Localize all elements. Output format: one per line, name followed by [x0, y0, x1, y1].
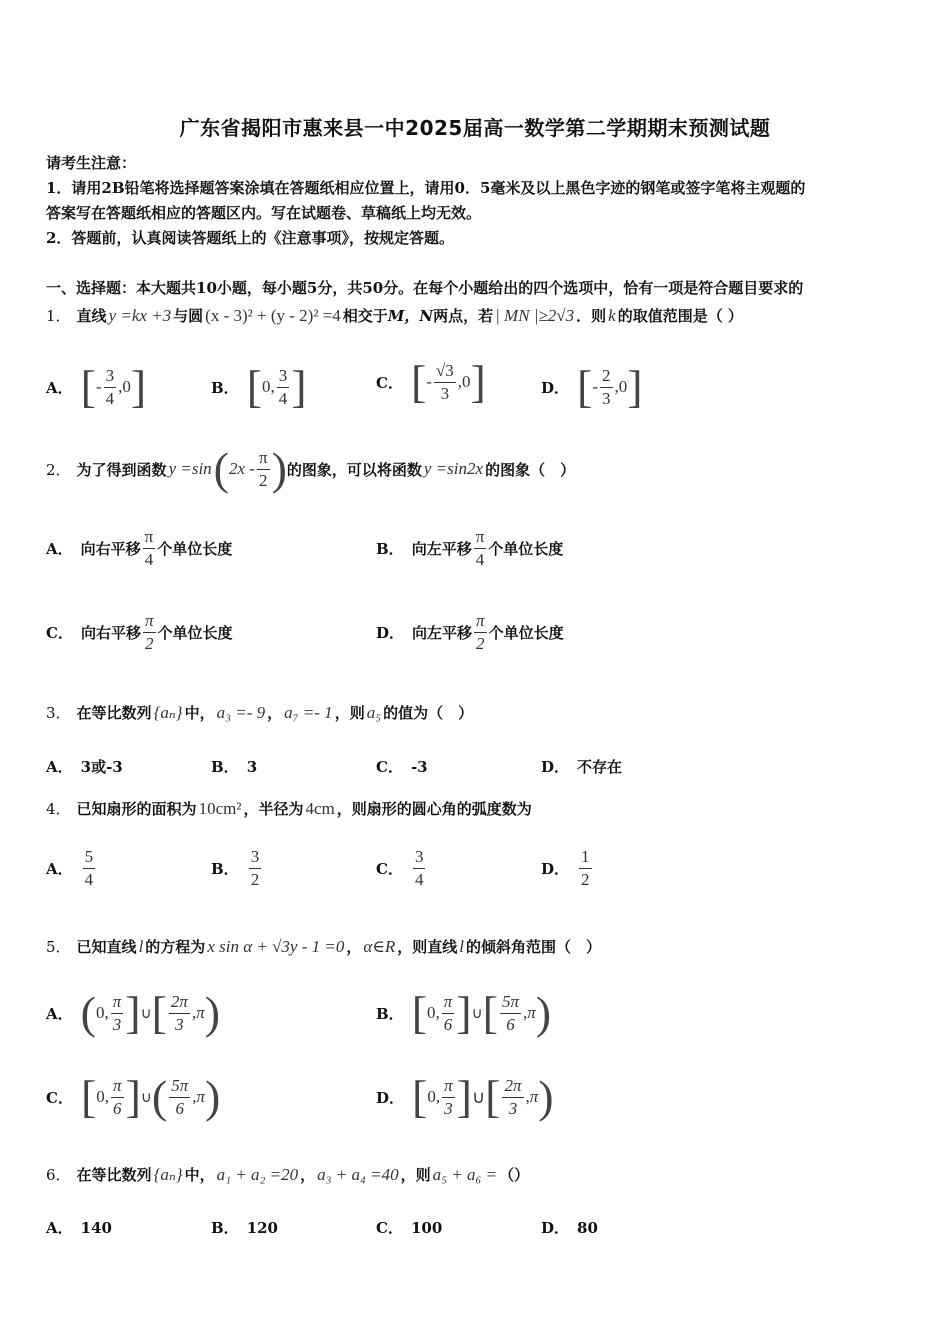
option-label: D．: [541, 859, 570, 878]
fraction: [83, 848, 96, 889]
interval: [80, 361, 147, 412]
option-text: 个单位长度: [157, 539, 233, 558]
math-expression: 2x -: [229, 459, 255, 478]
paren-expression: ( 2x - $\frac{\pi}{2}$ ): [213, 443, 287, 494]
denominator: 3: [112, 1014, 122, 1034]
interval-head: 0,: [262, 377, 275, 396]
numerator: π: [444, 1075, 453, 1095]
q6-option-a[interactable]: [46, 1217, 112, 1238]
interval-union: [80, 1071, 221, 1122]
question-text: （）: [499, 1166, 530, 1184]
numerator: π: [112, 991, 122, 1011]
bracket-right: ]: [125, 1071, 141, 1122]
bracket-right: ): [205, 1071, 221, 1122]
numerator: π: [144, 611, 154, 630]
bracket-left: [: [80, 1071, 97, 1122]
option-text: 不存在: [577, 758, 623, 776]
denominator: 4: [278, 388, 288, 408]
option-label: A．: [46, 1219, 73, 1237]
option-label: C．: [376, 373, 403, 392]
option-label: B．: [211, 378, 239, 397]
fraction: [257, 449, 270, 490]
numerator: 2π: [170, 991, 188, 1011]
question-text: 的倾斜角范围（ ）: [466, 938, 602, 956]
question-1: [46, 305, 743, 326]
bracket-right: ]: [456, 1071, 472, 1122]
question-text: ，: [267, 704, 283, 722]
q6-option-b[interactable]: [211, 1217, 278, 1238]
numerator: 5: [84, 847, 94, 866]
fraction: [277, 367, 290, 408]
numerator: √3: [435, 360, 454, 380]
question-text: 已知扇形的面积为: [76, 800, 197, 818]
option-label: B．: [211, 859, 239, 878]
numerator: π: [475, 527, 485, 546]
numerator: 2: [602, 365, 611, 385]
sign: -: [592, 377, 599, 396]
bracket-right: ): [535, 987, 552, 1038]
question-text: 在等比数列: [76, 1166, 152, 1184]
option-text: 80: [577, 1218, 598, 1237]
question-text: 的图象（ ）: [485, 460, 576, 479]
page-title: 广东省揭阳市惠来县一中2025届高一数学第二学期期末预测试题: [179, 116, 771, 140]
denominator: 6: [443, 1014, 453, 1034]
q2-option-a[interactable]: [46, 528, 232, 569]
denominator: 4: [105, 388, 115, 408]
question-number: 1．: [46, 307, 71, 325]
denominator: 6: [113, 1098, 122, 1118]
interval-head: 0,: [427, 1003, 440, 1022]
q3-option-c[interactable]: [376, 756, 428, 777]
interval: [246, 361, 307, 412]
question-3: [46, 702, 473, 723]
denominator: 2: [476, 633, 485, 653]
numerator: π: [113, 1075, 122, 1095]
math-expression: a₃ =- 9: [216, 702, 266, 722]
question-number: 5．: [46, 938, 71, 956]
denominator: 2: [259, 470, 268, 490]
question-text: 的图象，可以将函数: [286, 460, 422, 479]
fraction: [442, 993, 455, 1034]
option-label: C．: [46, 623, 73, 642]
numerator: 3: [278, 365, 288, 385]
denominator: 6: [175, 1098, 184, 1118]
option-text: 100: [410, 1218, 443, 1237]
question-number: 2．: [46, 460, 71, 479]
numerator: 3: [105, 365, 115, 385]
question-text: ，则扇形的圆心角的弧度数为: [336, 800, 532, 818]
question-text: ，半径为: [243, 800, 304, 818]
option-label: D．: [376, 1088, 405, 1107]
question-text: 相交于: [342, 307, 388, 325]
math-expression: a₁ + a₂ =20: [216, 1164, 299, 1184]
bracket-right: ]: [470, 356, 486, 407]
numerator: 5π: [501, 991, 519, 1011]
numerator: π: [443, 991, 453, 1011]
numerator: 3: [414, 847, 424, 866]
math-expression: a₅: [366, 702, 382, 722]
numerator: π: [258, 447, 268, 467]
math-expression: 10cm²: [198, 798, 242, 818]
option-label: A．: [46, 1004, 73, 1023]
q2-option-c[interactable]: [46, 612, 233, 653]
interval-head: 0,: [95, 1003, 109, 1022]
question-4: [46, 798, 532, 819]
fraction: [143, 528, 156, 569]
interval-tail: ,0: [118, 377, 131, 396]
option-text: 向左平移: [411, 539, 472, 558]
union-symbol: ∪: [471, 1005, 483, 1022]
math-expression: y =sin2x: [423, 459, 484, 478]
option-label: A．: [46, 859, 73, 878]
bracket-left: [: [246, 361, 263, 412]
option-label: D．: [541, 1219, 570, 1237]
option-text: 个单位长度: [488, 623, 564, 642]
option-label: A．: [46, 378, 73, 397]
interval: [410, 356, 486, 407]
question-text: 在等比数列: [76, 704, 152, 722]
numerator: 2π: [504, 1075, 522, 1095]
bracket-left: (: [151, 1071, 168, 1122]
question-5: [46, 936, 601, 957]
fraction: [169, 993, 190, 1034]
q5-option-b[interactable]: [376, 987, 552, 1038]
bracket-right: ]: [627, 361, 643, 412]
option-text: 向左平移: [412, 623, 473, 642]
question-number: 6．: [46, 1166, 71, 1184]
question-text: 已知直线: [76, 938, 137, 956]
denominator: 4: [84, 869, 94, 889]
fraction: [502, 1077, 523, 1118]
bracket-left: [: [410, 356, 427, 407]
math-expression: (x - 3)² + (y - 2)² =4: [205, 305, 341, 325]
denominator: 6: [506, 1014, 515, 1034]
bracket-left: [: [151, 987, 167, 1038]
option-label: B．: [211, 1219, 239, 1237]
q2-option-b[interactable]: [376, 528, 563, 569]
q5-option-c[interactable]: [46, 1071, 221, 1122]
math-expression: α∈R: [363, 936, 396, 956]
numerator: π: [476, 611, 485, 630]
q6-option-d[interactable]: [541, 1217, 598, 1238]
sign: -: [426, 372, 432, 391]
bracket-right: ): [538, 1071, 554, 1122]
fraction: [579, 848, 592, 889]
math-expression: M，N: [387, 307, 434, 325]
math-expression: l: [459, 936, 465, 956]
bracket-right: ]: [125, 987, 141, 1038]
interval-tail: ,π: [191, 1003, 205, 1022]
interval-union: [80, 987, 221, 1038]
bracket-right: ): [204, 987, 221, 1038]
question-text: 的方程为: [145, 938, 206, 956]
math-expression: a₇ =- 1: [284, 702, 333, 722]
q4-option-c[interactable]: [376, 848, 427, 889]
numerator: 1: [581, 847, 590, 866]
interval-tail: ,0: [614, 377, 628, 396]
fraction: [143, 612, 156, 653]
question-text: 的取值范围是（ ）: [617, 307, 743, 325]
option-label: B．: [376, 1004, 404, 1023]
math-expression: a₃ + a₄ =40: [317, 1164, 399, 1184]
question-text: 中，: [184, 704, 215, 722]
math-expression: x sin α + √3y - 1 =0: [207, 936, 345, 956]
interval-tail: ,π: [192, 1087, 206, 1106]
q3-option-b[interactable]: [211, 756, 257, 777]
option-label: A．: [46, 758, 73, 776]
interval-tail: ,π: [522, 1003, 536, 1022]
question-text: 两点，若: [433, 307, 494, 325]
notice-line-3: 2．答题前，认真阅读答题纸上的《注意事项》，按规定答题。: [46, 229, 454, 247]
q3-option-a[interactable]: [46, 756, 123, 777]
bracket-right: ]: [130, 361, 147, 412]
interval-union: [412, 1071, 554, 1122]
math-expression: a₅ + a₆ =: [432, 1164, 498, 1184]
denominator: 4: [414, 869, 424, 889]
fraction: [249, 848, 262, 889]
numerator: π: [144, 527, 154, 546]
union-symbol: ∪: [471, 1086, 486, 1107]
q1-option-a[interactable]: [46, 361, 147, 412]
fraction: [474, 528, 487, 569]
option-label: D．: [541, 378, 570, 397]
notice-line-1: 1．请用2B铅笔将选择题答案涂填在答题纸相应位置上，请用0．5毫米及以上黑色字迹的钢笔或签字笔将主观题的: [46, 179, 806, 197]
option-label: C．: [376, 859, 403, 878]
q5-option-a[interactable]: [46, 987, 221, 1038]
question-number: 4．: [46, 800, 71, 818]
math-expression: k: [608, 305, 616, 325]
bracket-left: [: [412, 1071, 428, 1122]
denominator: 3: [440, 383, 450, 403]
interval: [577, 361, 643, 412]
denominator: 2: [581, 869, 590, 889]
math-expression: y =sin: [168, 459, 212, 478]
bracket-left: (: [80, 987, 96, 1038]
denominator: 3: [444, 1098, 453, 1118]
question-text: ，则直线: [397, 938, 458, 956]
option-text: 120: [246, 1218, 278, 1237]
q1-option-b[interactable]: [211, 361, 307, 412]
option-text: 3: [246, 757, 258, 776]
option-label: B．: [211, 758, 239, 776]
q1-option-d[interactable]: [541, 361, 643, 412]
question-text: ，则: [334, 704, 365, 722]
option-text: 3或-3: [80, 758, 123, 776]
sign: -: [95, 377, 102, 396]
numerator: 3: [250, 847, 260, 866]
question-text: ．则: [576, 307, 607, 325]
question-2: [46, 443, 576, 494]
question-text: 与圆: [173, 307, 204, 325]
bracket-left: [: [411, 987, 428, 1038]
q2-option-d[interactable]: [376, 612, 564, 653]
interval-head: 0,: [427, 1087, 441, 1106]
option-text: -3: [410, 757, 428, 776]
option-label: A．: [46, 539, 73, 558]
fraction: [111, 1077, 124, 1118]
fraction: [500, 993, 521, 1034]
fraction: [169, 1077, 190, 1118]
q4-option-a[interactable]: [46, 848, 97, 889]
bracket-left: [: [482, 987, 498, 1038]
option-label: C．: [376, 758, 403, 776]
question-text: ，: [346, 938, 362, 956]
denominator: 4: [144, 549, 154, 569]
option-label: C．: [46, 1088, 73, 1107]
numerator: 5π: [171, 1075, 189, 1095]
math-expression: 4cm: [305, 798, 335, 818]
question-6: [46, 1164, 529, 1185]
notice-heading: 请考生注意：: [46, 154, 137, 172]
fraction: [111, 993, 124, 1034]
question-text: ，: [300, 1166, 316, 1184]
bracket-right: ]: [291, 361, 307, 412]
denominator: 2: [250, 869, 260, 889]
question-text: ，则: [400, 1166, 431, 1184]
fraction: [434, 362, 456, 403]
bracket-left: [: [577, 361, 593, 412]
option-label: B．: [376, 539, 404, 558]
math-expression: {aₙ}: [153, 1164, 183, 1184]
option-label: C．: [376, 1219, 403, 1237]
question-text: 直线: [76, 307, 107, 325]
interval-head: 0,: [96, 1087, 110, 1106]
fraction: [413, 848, 426, 889]
union-symbol: ∪: [140, 1005, 152, 1022]
bracket-left: [: [485, 1071, 501, 1122]
section-heading: 一、选择题：本大题共10小题，每小题5分，共50分。在每个小题给出的四个选项中，恰有一项是符合题目要求的: [46, 279, 804, 297]
option-label: D．: [541, 758, 570, 776]
math-expression: | MN |≥2√3: [495, 305, 575, 325]
bracket-right: ]: [456, 987, 472, 1038]
denominator: 3: [508, 1098, 518, 1118]
option-text: 140: [80, 1218, 112, 1237]
notice-line-2: 答案写在答题纸相应的答题区内。写在试题卷、草稿纸上均无效。: [46, 204, 482, 222]
interval-tail: ,0: [457, 372, 471, 391]
option-text: 向右平移: [80, 539, 141, 558]
interval-tail: ,π: [525, 1087, 539, 1106]
question-number: 3．: [46, 704, 71, 722]
denominator: 4: [475, 549, 485, 569]
option-text: 个单位长度: [157, 623, 233, 642]
q3-option-d[interactable]: [541, 756, 622, 777]
denominator: 3: [175, 1014, 184, 1034]
interval-union: [411, 987, 552, 1038]
q4-option-b[interactable]: [211, 848, 263, 889]
fraction: [600, 367, 613, 408]
option-text: 向右平移: [80, 623, 141, 642]
fraction: [104, 367, 117, 408]
question-text: 中，: [184, 1166, 215, 1184]
math-expression: l: [138, 936, 144, 956]
denominator: 3: [602, 388, 611, 408]
q1-option-c[interactable]: [376, 356, 486, 407]
question-text: 为了得到函数: [76, 460, 167, 479]
math-expression: y =kx +3: [108, 305, 172, 325]
q5-option-d[interactable]: [376, 1071, 554, 1122]
fraction: [474, 612, 487, 653]
option-label: D．: [376, 623, 405, 642]
denominator: 2: [144, 633, 154, 653]
question-text: 的值为（ ）: [383, 704, 474, 722]
q4-option-d[interactable]: [541, 848, 594, 889]
fraction: [442, 1077, 455, 1118]
option-text: 个单位长度: [488, 539, 564, 558]
q6-option-c[interactable]: [376, 1217, 442, 1238]
bracket-left: [: [80, 361, 96, 412]
math-expression: {aₙ}: [153, 702, 183, 722]
union-symbol: ∪: [140, 1089, 152, 1106]
